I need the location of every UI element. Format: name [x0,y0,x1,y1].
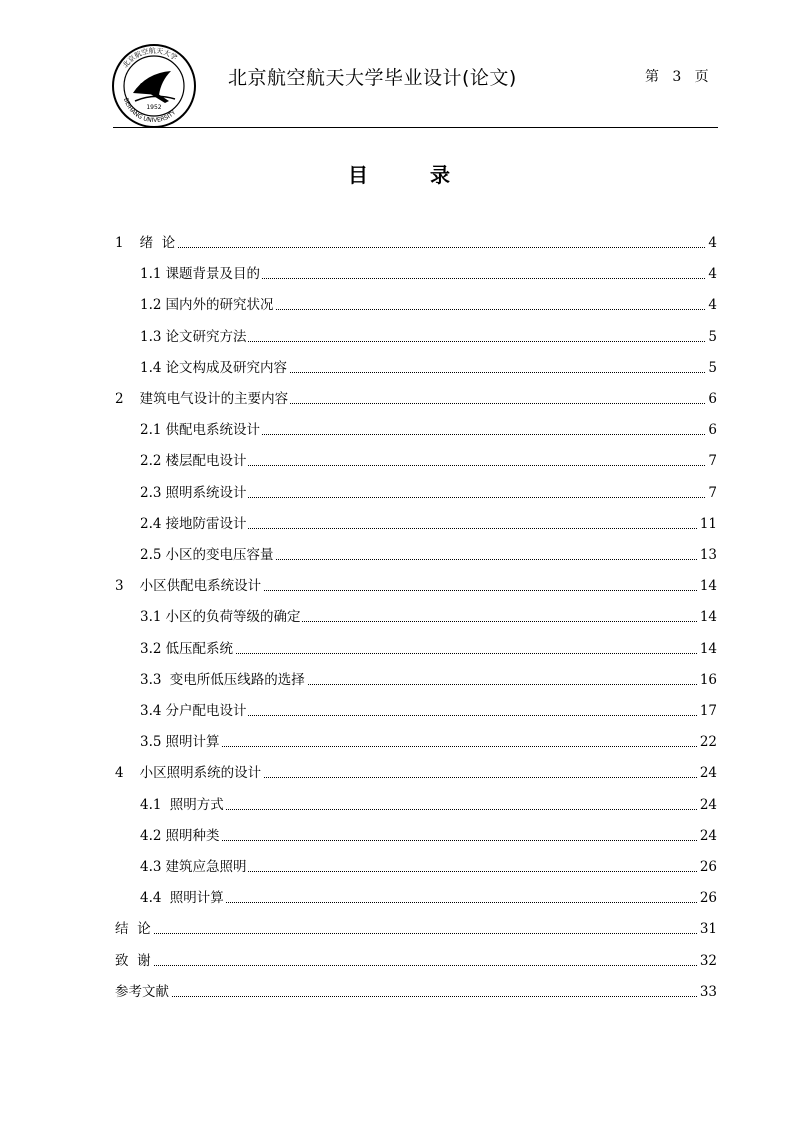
header-rule [113,127,718,128]
toc-entry-page: 6 [708,422,717,439]
toc-leader-dots [115,965,707,966]
toc-entry-label [140,512,248,532]
toc-entry[interactable] [0,260,793,282]
toc-entry-label [140,262,262,282]
toc-entry[interactable] [0,822,793,844]
toc-entry-number: 3.3 [140,671,162,688]
toc-entry-label [140,325,248,345]
toc-entry-page: 4 [708,235,717,251]
toc-entry-label [140,824,221,844]
toc-leader-dots [115,996,707,997]
toc-entry-page: 7 [708,484,717,501]
header-page-number [645,66,709,86]
toc-entry-label [115,231,177,251]
toc-entry[interactable] [0,510,793,532]
toc-entry[interactable] [0,947,793,969]
toc-entry-text: 分户配电设计 [165,703,247,719]
toc-entry-page: 24 [699,796,717,813]
toc-entry[interactable] [0,853,793,875]
toc-entry-number: 2.5 [140,547,162,563]
toc-entry[interactable] [0,603,793,625]
toc-entry-number: 4 [115,765,124,782]
svg-text:1952: 1952 [146,104,162,111]
toc-title-right: 录 [430,163,450,187]
toc-entry[interactable] [0,666,793,688]
toc-entry-number: 2.4 [140,515,162,532]
toc-entry-label [140,293,275,313]
page-number: 3 [672,69,682,85]
toc-entry-text: 供配电系统设计 [165,422,260,439]
toc-entry-label [140,793,226,813]
page-header [0,0,793,130]
toc-entry[interactable] [0,479,793,501]
toc-entry-number: 3.1 [140,609,162,626]
toc-entry-number: 1.3 [140,328,162,345]
toc-entry-text: 小区供配电系统设计 [139,578,262,595]
toc-entry-text: 照明计算 [165,734,220,751]
toc-entry-number: 2 [115,391,124,407]
toc-entry[interactable] [0,416,793,438]
toc-entry-page: 5 [708,359,717,376]
toc-entry-text: 国内外的研究状况 [165,297,274,314]
toc-entry[interactable] [0,229,793,251]
toc-entry-number: 2.3 [140,484,162,501]
toc-entry-page: 16 [699,671,717,688]
toc-leader-dots [115,247,707,248]
toc-entry-page: 26 [699,859,717,875]
toc-entry[interactable] [0,385,793,407]
toc-entry-text: 论文研究方法 [165,328,247,345]
toc-entry-label [140,605,302,625]
toc-entry-page: 31 [699,921,717,938]
toc-entry[interactable] [0,697,793,719]
toc-entry-number: 3.2 [140,640,162,657]
toc-entry-text: 课题背景及目的 [165,266,260,283]
toc-entry[interactable] [0,354,793,376]
toc-entry-page: 33 [699,983,717,1000]
toc-entry-text: 照明系统设计 [165,484,247,501]
toc-entry[interactable] [0,572,793,594]
toc-entry-page: 4 [708,266,717,283]
toc-entry-page: 14 [699,578,717,595]
toc-entry-label [140,730,221,750]
toc-entry-number: 1.1 [140,266,162,283]
toc-entry[interactable] [0,291,793,313]
toc-entry-text: 照明种类 [165,827,220,844]
toc-entry-page: 24 [699,765,717,782]
toc-entry-text: 照明方式 [165,796,224,813]
toc-leader-dots [115,933,707,934]
toc-entry-text: 变电所低压线路的选择 [165,671,305,688]
toc-entry-page: 14 [699,609,717,626]
toc-entry-number: 4.3 [140,859,162,875]
svg-text:北京航空航天大学: 北京航空航天大学 [121,46,179,70]
toc-entry-page: 13 [699,547,717,563]
toc-entry-number: 2.2 [140,453,162,470]
toc-entry-label [140,418,262,438]
toc-entry-text: 论文构成及研究内容 [165,359,287,376]
toc-title [348,159,450,188]
toc-entry-label [140,886,226,906]
toc-entry[interactable] [0,728,793,750]
toc-entry-text: 接地防雷设计 [165,515,247,532]
toc-entry[interactable] [0,791,793,813]
toc-entry-page: 26 [699,890,717,907]
toc-entry[interactable] [0,541,793,563]
toc-entry[interactable] [0,635,793,657]
toc-entry-number: 4.1 [140,796,162,813]
toc-entry-page: 4 [708,297,717,314]
toc-entry-label [140,668,307,688]
toc-entry-label [115,917,153,937]
toc-entry[interactable] [0,323,793,345]
toc-entry-label [140,699,248,719]
toc-entry-text: 建筑应急照明 [165,859,247,875]
toc-entry-page: 11 [699,515,717,532]
toc-entry-text: 致 谢 [115,952,151,969]
toc-entry-label [140,543,275,563]
toc-entry-page: 5 [708,328,717,345]
toc-entry-number: 4.4 [140,890,162,907]
toc-entry-page: 17 [699,703,717,719]
toc-leader-dots [140,746,707,747]
university-seal-logo [111,43,197,129]
toc-entry-number: 3 [115,578,124,595]
toc-entry-page: 6 [708,391,717,407]
toc-entry-number: 1.2 [140,297,162,314]
toc-entry[interactable] [0,978,793,1000]
toc-entry-page: 7 [708,453,717,470]
toc-entry-number: 1.4 [140,359,162,376]
toc-entry-page: 24 [699,827,717,844]
page-prefix: 第 [645,69,659,85]
toc-entry-text: 结 论 [115,921,151,938]
toc-entry[interactable] [0,759,793,781]
toc-entry-page: 14 [699,640,717,657]
toc-entry[interactable] [0,884,793,906]
toc-entry-label [140,356,289,376]
toc-entry-label [140,481,248,501]
toc-entry-label [115,387,290,407]
toc-entry-text: 建筑电气设计的主要内容 [139,391,289,407]
toc-entry-number: 3.5 [140,734,162,751]
toc-entry-label [115,574,263,594]
toc-entry-label [115,761,263,781]
toc-entry-text: 小区照明系统的设计 [139,765,262,782]
toc-entry-text: 照明计算 [165,890,224,907]
toc-entry-label [140,449,248,469]
toc-entry-text: 楼层配电设计 [165,453,247,470]
document-header-title: 北京航空航天大学毕业设计(论文) [228,67,517,89]
toc-entry-text: 小区的变电压容量 [165,547,274,563]
toc-entry-text: 绪 论 [139,235,176,251]
toc-entry-label [115,949,153,969]
toc-entry-label [115,980,171,1000]
toc-entry-number: 3.4 [140,703,162,719]
page-suffix: 页 [694,69,709,85]
svg-text:BEIHANG UNIVERSITY: BEIHANG UNIVERSITY [122,97,178,125]
toc-entry-text: 低压配系统 [165,640,233,657]
toc-entry-label [140,855,248,875]
toc-entry[interactable] [0,447,793,469]
toc-entry-text: 参考文献 [115,983,169,1000]
toc-leader-dots [140,840,707,841]
toc-entry-page: 22 [699,734,717,751]
toc-entry-number: 4.2 [140,827,162,844]
toc-entry-number: 1 [115,235,124,251]
toc-entry-page: 32 [699,952,717,969]
toc-entry[interactable] [0,915,793,937]
toc-entry-label [140,637,235,657]
toc-entry-text: 小区的负荷等级的确定 [165,609,301,626]
toc-entry-number: 2.1 [140,422,162,439]
toc-title-left: 目 [348,163,368,187]
